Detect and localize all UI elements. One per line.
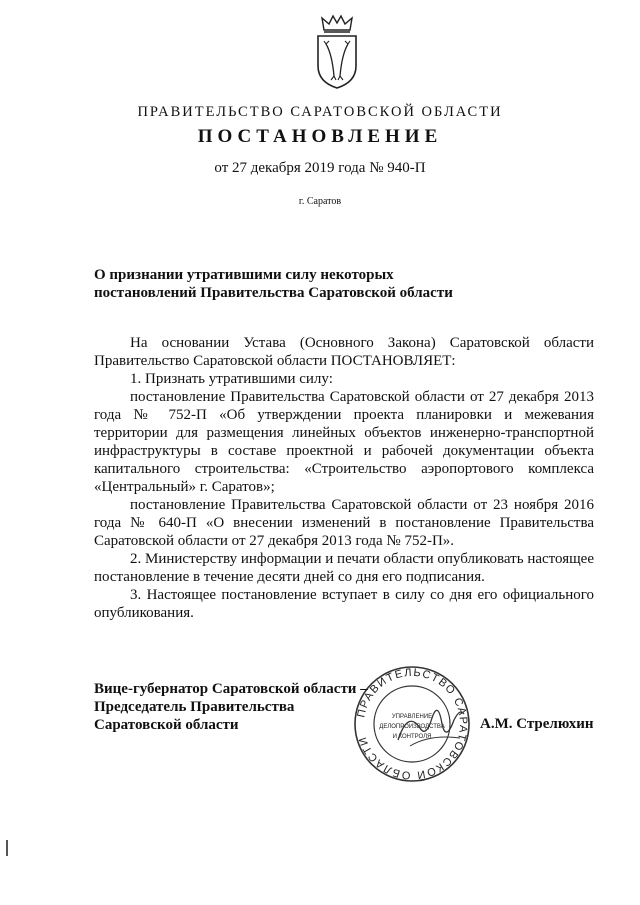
document-body — [94, 334, 594, 622]
signatory-position-line-1: Вице-губернатор Саратовской области – — [94, 681, 368, 697]
document-date-number: от 27 декабря 2019 года № 940-П — [214, 160, 426, 176]
item-2-paragraph: 2. Министерству информации и печати области опубликовать настоящее постановление в течение десяти дней со дня его подписания. — [94, 551, 594, 585]
stamp-outer-text: ПРАВИТЕЛЬСТВО САРАТОВСКОЙ ОБЛАСТИ — [355, 666, 470, 782]
coat-of-arms-emblem — [312, 14, 362, 90]
document-title-line-1: О признании утратившими силу некоторых — [94, 267, 394, 283]
item-1a-paragraph: постановление Правительства Саратовской области от 27 декабря 2013 года № 752-П «Об утверждении проекта планировки и межевания территории для размещения линейных объектов инженерно-транспортной инфраструктуры в составе проектной и рабочей документации объекта капитального строительства: «Строительство аэропортового комплекса «Центральный» г. Саратов»; — [94, 389, 594, 495]
signatory-position-line-3: Саратовской области — [94, 717, 239, 733]
stamp-inner-line-2: ДЕЛОПРОИЗВОДСТВА — [379, 724, 445, 730]
stamp-inner-line-1: УПРАВЛЕНИЕ — [391, 714, 433, 720]
signatory-position — [94, 680, 394, 734]
document-title-line-2: постановлений Правительства Саратовской области — [94, 285, 453, 301]
government-name: ПРАВИТЕЛЬСТВО САРАТОВСКОЙ ОБЛАСТИ — [137, 104, 503, 120]
signatory-position-line-2: Председатель Правительства — [94, 699, 295, 715]
document-title — [94, 266, 534, 302]
item-3-paragraph: 3. Настоящее постановление вступает в силу со дня его официального опубликования. — [94, 587, 594, 621]
item-1b-paragraph: постановление Правительства Саратовской области от 23 ноября 2016 года № 640-П «О внесении изменений в постановление Правительства Саратовской области от 27 декабря 2013 года № 752-П». — [94, 497, 594, 549]
preamble-paragraph: На основании Устава (Основного Закона) Саратовской области Правительство Саратовской области ПОСТАНОВЛЯЕТ: — [94, 335, 594, 369]
handwritten-signature — [390, 690, 470, 760]
document-type-heading: ПОСТАНОВЛЕНИЕ — [197, 126, 443, 147]
document-city: г. Саратов — [298, 196, 342, 207]
signatory-name: А.М. Стрелюхин — [480, 716, 594, 732]
scan-artifact-mark — [6, 840, 8, 856]
stamp-inner-line-3: И КОНТРОЛЯ — [392, 734, 432, 740]
item-1-paragraph: 1. Признать утратившими силу: — [130, 371, 333, 387]
